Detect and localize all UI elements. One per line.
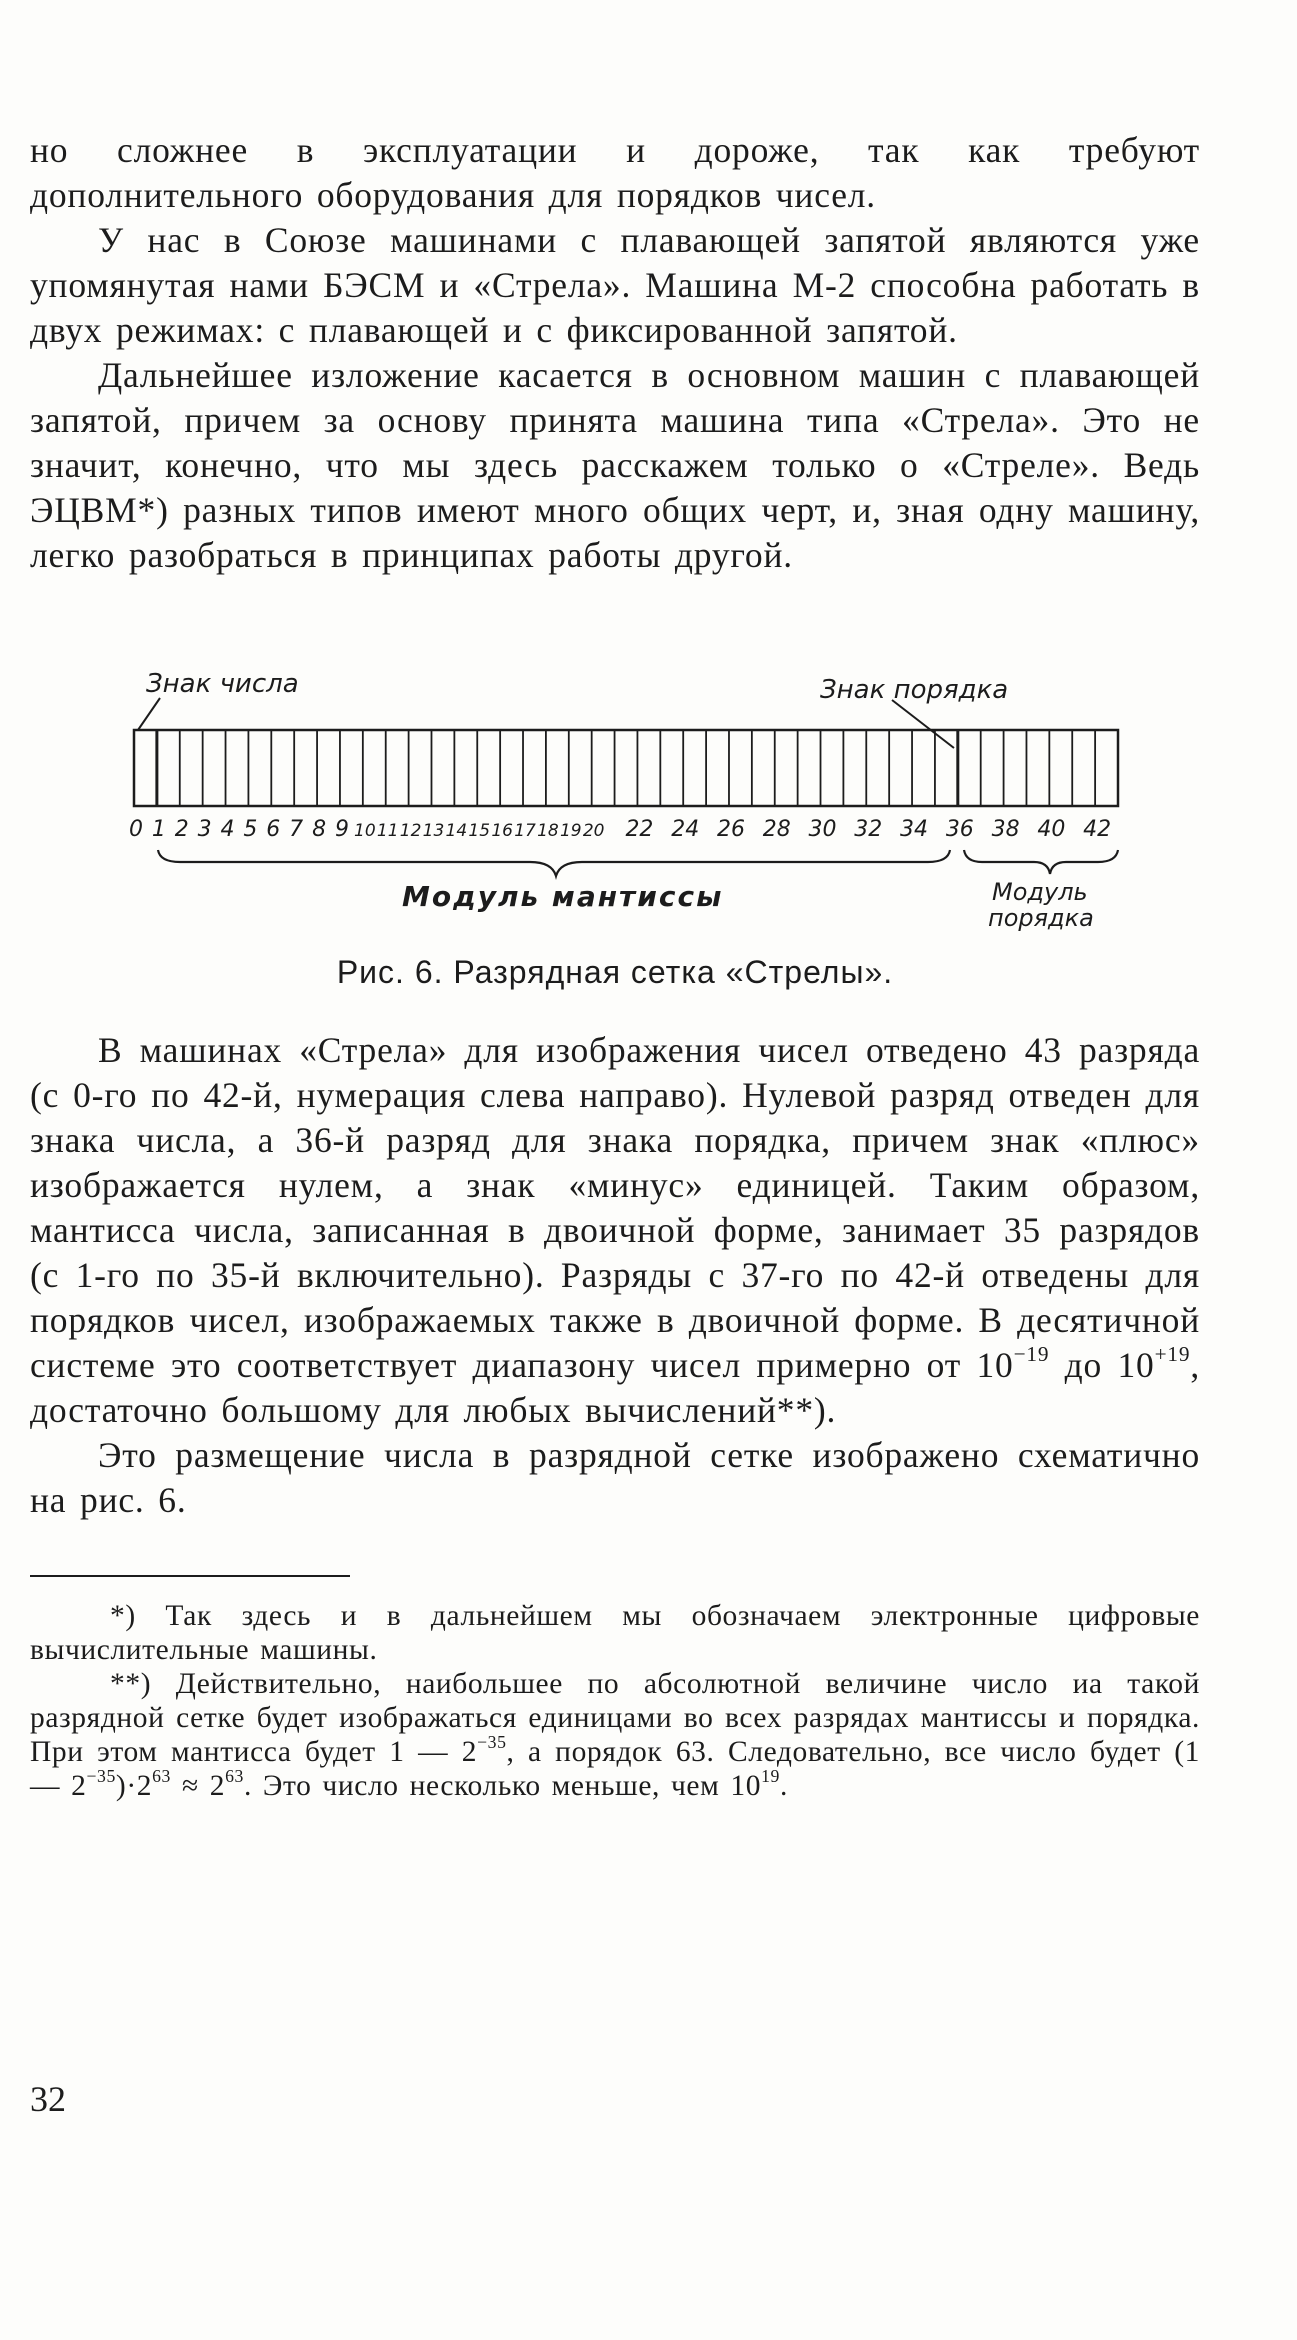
footnote-2-text-e: . Это число несколько меньше, чем 10 bbox=[243, 1770, 762, 1802]
bit-tick-label: 1 bbox=[151, 817, 166, 842]
footnote-exp-5: 19 bbox=[761, 1765, 780, 1786]
exponent-minus-19: −19 bbox=[1013, 1341, 1050, 1366]
bit-tick-label: 20 bbox=[582, 821, 605, 841]
figure-6 bbox=[30, 618, 1200, 1008]
bit-tick-label: 12 bbox=[399, 821, 422, 841]
bit-tick-label: 17 bbox=[514, 821, 536, 841]
bit-tick-label: 28 bbox=[762, 817, 791, 842]
bit-tick-label: 4 bbox=[220, 817, 235, 842]
order-label-line2: порядка bbox=[988, 904, 1094, 932]
mantissa-brace bbox=[158, 850, 950, 876]
paragraph-3: Дальнейшее изложение касается в основном машин с плавающей запятой, причем за основу принята машина типа «Стрела». Это не значит, конечно, что мы здесь расскажем только о «Стреле». Ведь ЭЦВМ*) разных типов имеют много общих черт, и, зная одну машину, легко разобраться в принципах работы другой. bbox=[30, 355, 1200, 575]
footnote-2 bbox=[30, 1667, 1200, 1803]
footnote-exp-2: −35 bbox=[86, 1765, 116, 1786]
figure-caption: Рис. 6. Разрядная сетка «Стрелы». bbox=[336, 954, 894, 990]
bit-tick-label: 36 bbox=[945, 817, 974, 842]
bit-tick-label: 32 bbox=[854, 817, 883, 842]
bit-tick-label: 16 bbox=[491, 821, 513, 841]
footnote-exp-1: −35 bbox=[477, 1731, 507, 1752]
bit-tick-label: 6 bbox=[266, 817, 281, 842]
paragraph-4 bbox=[30, 1028, 1200, 1433]
bit-cells bbox=[134, 730, 1118, 806]
bit-grid-diagram bbox=[30, 618, 1200, 948]
footnote-2-text-d: ≈ 2 bbox=[171, 1770, 226, 1802]
footnote-2-text-f: . bbox=[779, 1770, 788, 1802]
bit-tick-label: 26 bbox=[716, 817, 745, 842]
page-number: 32 bbox=[30, 2079, 66, 2119]
bit-tick-label: 5 bbox=[243, 817, 258, 842]
grid-outline bbox=[134, 730, 1118, 806]
bit-tick-label: 22 bbox=[625, 817, 654, 842]
bit-tick-label: 19 bbox=[559, 821, 582, 841]
footnote-2-text-a: **) Действительно, наибольшее по абсолютной величине число иа такой разрядной сетке будет изображаться единицами во всех разрядах мантиссы и порядка. При этом мантисса будет 1 — 2 bbox=[30, 1668, 1200, 1768]
bit-tick-label: 13 bbox=[422, 821, 445, 841]
footnote-exp-4: 63 bbox=[225, 1765, 244, 1786]
bit-tick-label: 40 bbox=[1037, 817, 1066, 842]
bit-tick-label: 10 bbox=[354, 821, 376, 841]
sign-number-leader bbox=[138, 698, 160, 730]
bit-tick-label: 2 bbox=[174, 817, 189, 842]
bit-tick-label: 18 bbox=[537, 821, 559, 841]
bit-tick-label: 30 bbox=[808, 817, 837, 842]
order-label-line1: Модуль bbox=[992, 878, 1088, 906]
sign-order-label: Знак порядка bbox=[820, 675, 1009, 705]
bit-tick-label: 7 bbox=[289, 817, 304, 842]
paragraph-1: но сложнее в эксплуатации и дороже, так как требуют дополнительного оборудования для порядков чисел. bbox=[30, 130, 1200, 215]
footnote-2-text-b: , а порядок 63. Следовательно, все число будет (1 — 2 bbox=[30, 1736, 1200, 1802]
bit-tick-label: 3 bbox=[197, 817, 212, 842]
exponent-plus-19: +19 bbox=[1154, 1341, 1191, 1366]
sign-number-label: Знак числа bbox=[146, 669, 299, 699]
paragraph-5: Это размещение числа в разрядной сетке изображено схематично на рис. 6. bbox=[30, 1435, 1200, 1520]
bit-tick-label: 11 bbox=[376, 821, 399, 841]
bit-tick-label: 24 bbox=[671, 817, 700, 842]
bit-tick-label: 38 bbox=[991, 817, 1020, 842]
bit-tick-label: 9 bbox=[334, 817, 349, 842]
bit-tick-label: 15 bbox=[468, 821, 491, 841]
bit-tick-label: 0 bbox=[129, 817, 143, 842]
footnote-1: *) Так здесь и в дальнейшем мы обозначаем электронные цифровые вычислительные машины. bbox=[30, 1600, 1200, 1666]
bit-tick-label: 42 bbox=[1083, 817, 1112, 842]
paragraph-4-text-c: , достаточно большому для любых вычислений**). bbox=[30, 1345, 1200, 1430]
bit-tick-label: 34 bbox=[900, 817, 929, 842]
paragraph-2: У нас в Союзе машинами с плавающей запятой являются уже упомянутая нами БЭСМ и «Стрела». Машина М-2 способна работать в двух режимах: с плавающей и с фиксированной запятой. bbox=[30, 220, 1200, 350]
bit-tick-label: 14 bbox=[445, 821, 468, 841]
paragraph-4-text-b: до 10 bbox=[1049, 1345, 1155, 1385]
footnote-2-text-c: )·2 bbox=[115, 1770, 153, 1802]
book-page bbox=[30, 128, 1200, 1803]
mantissa-label: Модуль мантиссы bbox=[402, 880, 724, 913]
footnote-exp-3: 63 bbox=[152, 1765, 171, 1786]
sign-order-leader bbox=[892, 700, 954, 748]
bit-tick-label: 8 bbox=[312, 817, 327, 842]
bit-tick-labels bbox=[129, 817, 1111, 842]
order-brace bbox=[964, 850, 1118, 874]
paragraph-4-text-a: В машинах «Стрела» для изображения чисел отведено 43 разряда (с 0-го по 42-й, нумерация слева направо). Нулевой разряд отведен для знака числа, а 36-й разряд для знака порядка, причем знак «плюс» изображается нулем, а знак «минус» единицей. Таким образом, мантисса числа, записанная в двоичной форме, занимает 35 разрядов (с 1-го по 35-й включительно). Разряды с 37-го по 42-й отведены для порядков чисел, изображаемых также в двоичной форме. В десятичной системе это соответствует диапазону чисел примерно от 10 bbox=[30, 1030, 1200, 1385]
footnote-divider bbox=[30, 1575, 350, 1577]
